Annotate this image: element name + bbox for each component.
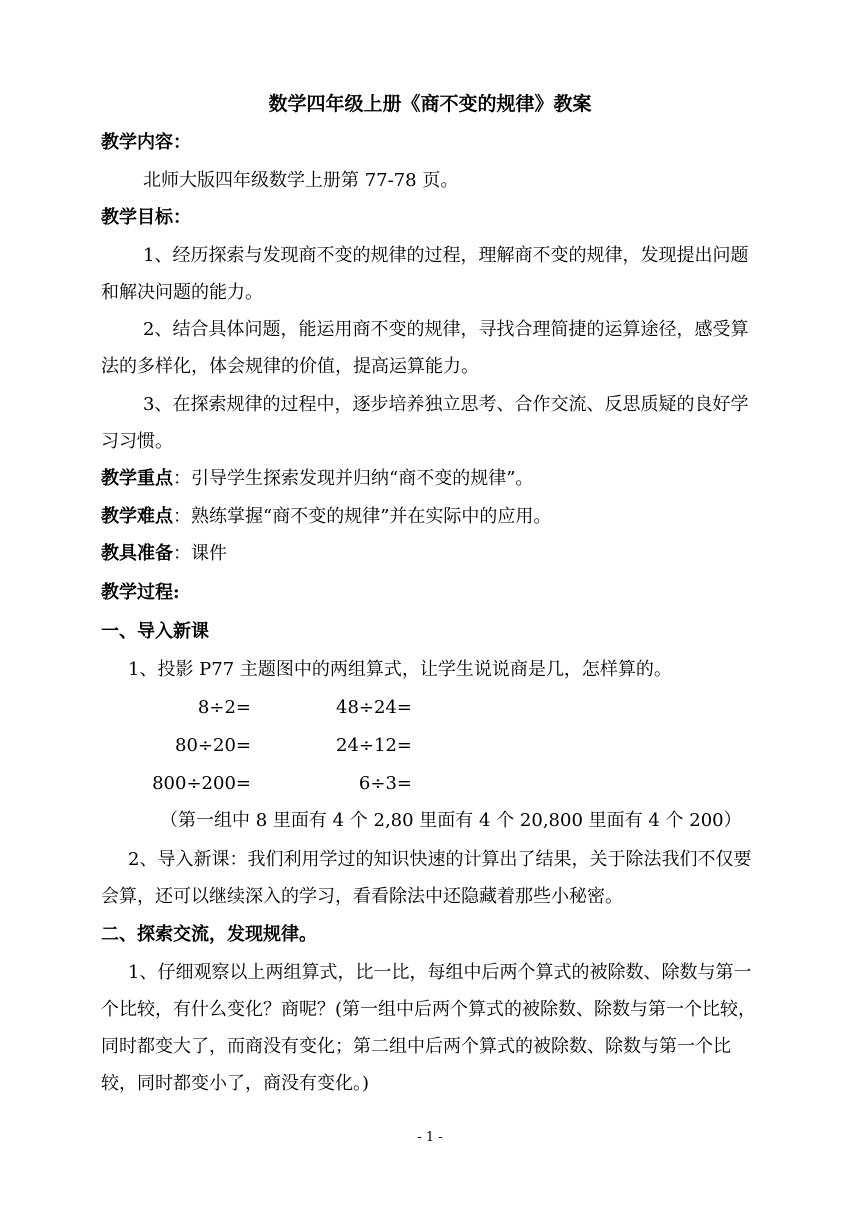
- goal-3: 3、在探索规律的过程中，逐步培养独立思考、合作交流、反思质疑的良好学习习惯。: [101, 394, 749, 452]
- equation-group2-1: 48÷24=: [336, 697, 412, 718]
- equation-group1-2: 80÷20=: [175, 735, 251, 756]
- process-heading: 教学过程:: [101, 582, 180, 603]
- section2-item1: 1、仔细观察以上两组算式，比一比，每组中后两个算式的被除数、除数与第一个比较，有什么变化？商呢？(第一组中后两个算式的被除数、除数与第一个比较，同时都变大了，而商没有变化；第二组中后两个算式的被除数、除数与第一个比较，同时都变小了，商没有变化。): [101, 962, 757, 1094]
- goal-2: 2、结合具体问题，能运用商不变的规律，寻找合理简捷的运算途径，感受算法的多样化，体会规律的价值，提高运算能力。: [101, 319, 749, 377]
- goal-1: 1、经历探索与发现商不变的规律的过程，理解商不变的规律，发现提出问题和解决问题的能力。: [101, 245, 749, 303]
- equation-group1-1: 8÷2=: [197, 697, 251, 718]
- document-title: 数学四年级上册《商不变的规律》教案: [268, 93, 592, 115]
- goals-heading: 教学目标：: [101, 207, 191, 228]
- tools-label: 教具准备: [101, 543, 173, 564]
- page-number: - 1 -: [417, 1130, 443, 1145]
- content-heading: 教学内容：: [101, 132, 191, 153]
- key-point: [101, 467, 533, 491]
- tools-text: ：课件: [173, 543, 227, 564]
- difficulty-point: [101, 505, 551, 529]
- key-point-text: ：引导学生探索发现并归纳“商不变的规律”。: [173, 468, 534, 489]
- tools-line: [101, 542, 227, 566]
- section2-heading: 二、探索交流，发现规律。: [101, 924, 317, 945]
- section1-heading: 一、导入新课: [101, 621, 209, 642]
- difficulty-text: ：熟练掌握“商不变的规律”并在实际中的应用。: [173, 506, 552, 527]
- equation-group2-3: 6÷3=: [358, 773, 412, 794]
- equation-group2-2: 24÷12=: [336, 735, 412, 756]
- section1-item2: 2、导入新课：我们利用学过的知识快速的计算出了结果，关于除法我们不仅要会算，还可以继续深入的学习，看看除法中还隐藏着那些小秘密。: [101, 849, 752, 907]
- equation-group1-3: 800÷200=: [152, 773, 251, 794]
- key-point-label: 教学重点: [101, 468, 173, 489]
- section1-item1: 1、投影 P77 主题图中的两组算式，让学生说说商是几，怎样算的。: [128, 659, 672, 680]
- content-text: 北师大版四年级数学上册第 77-78 页。: [143, 170, 459, 191]
- difficulty-label: 教学难点: [101, 506, 173, 527]
- section1-note: （第一组中 8 里面有 4 个 2,80 里面有 4 个 20,800 里面有 4 个 200）: [160, 810, 742, 831]
